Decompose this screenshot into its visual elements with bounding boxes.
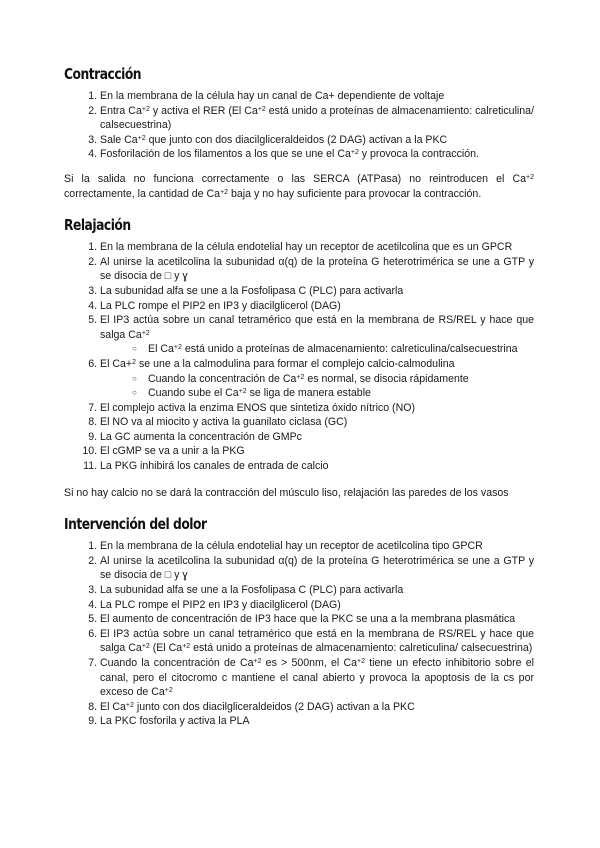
sub-list-item: ○ El $Ca^{+2}$ está unido a proteínas de almacenamiento: calreticulina/calsecuestrina xyxy=(148,342,534,357)
contraccion-list xyxy=(64,89,534,162)
list-item: 6. El Ca+$^2$ se une a la calmodulina para formar el complejo calcio-calmodulina ○ Cuando la concentración de $Ca^{+2}$ es normal, se disocia rápidamente ○ Cuando sube el $Ca^{+2}$ se liga de manera estable xyxy=(100,357,534,401)
list-item: 3. Sale $Ca^{+2}$ que junto con dos diacilgliceraldeidos (2 DAG) activan a la PKC xyxy=(100,133,534,148)
list-item: 9. La GC aumenta la concentración de GMPc xyxy=(100,430,534,445)
list-item: 6. El IP3 actúa sobre un canal tetramérico que está en la membrana de RS/REL y hace que salga $Ca^{+2}$ (El $Ca^{+2}$ está unido a proteínas de almacenamiento: calreticulina/ calsecuestrina) xyxy=(100,627,534,656)
list-item: 1. En la membrana de la célula endotelial hay un receptor de acetilcolina tipo GPCR xyxy=(100,539,534,554)
list-item: 2. Al unirse la acetilcolina la subunidad α(q) de la proteína G heterotrimérica se une a GTP y se disocia de □ y ɣ xyxy=(100,554,534,583)
relajacion-list xyxy=(64,240,534,474)
list-item: 1. En la membrana de la célula endotelial hay un receptor de acetilcolina que es un GPCR xyxy=(100,240,534,255)
list-item: 2. Al unirse la acetilcolina la subunidad α(q) de la proteína G heterotrimérica se une a GTP y se disocia de □ y ɣ xyxy=(100,255,534,284)
contraccion-note: Si la salida no funciona correctamente o las SERCA (ATPasa) no reintroducen el $Ca^{+2}$ correctamente, la cantidad de $Ca^{+2}$ baja y no hay suficiente para provocar la contracción. xyxy=(64,172,534,200)
list-item: 5. El aumento de concentración de IP3 hace que la PKC se una a la membrana plasmática xyxy=(100,612,534,627)
heading-dolor: Intervención del dolor xyxy=(64,515,207,534)
list-item: 1. En la membrana de la célula hay un canal de Ca+ dependiente de voltaje xyxy=(100,89,534,104)
list-item: 3. La subunidad alfa se une a la Fosfolipasa C (PLC) para activarla xyxy=(100,284,534,299)
heading-relajacion: Relajación xyxy=(64,216,131,235)
sub-list xyxy=(100,372,534,401)
list-item: 9. La PKC fosforila y activa la PLA xyxy=(100,714,534,729)
list-item: 4. Fosforilación de los filamentos a los que se une el $Ca^{+2}$ y provoca la contracción. xyxy=(100,147,534,162)
list-item: 10. El cGMP se va a unir a la PKG xyxy=(100,444,534,459)
list-item: 4. La PLC rompe el PIP2 en IP3 y diacilglicerol (DAG) xyxy=(100,598,534,613)
list-item: 11. La PKG inhibirá los canales de entrada de calcio xyxy=(100,459,534,474)
list-item: 5. El IP3 actúa sobre un canal tetramérico que está en la membrana de RS/REL y hace que salga $Ca^{+2}$ ○ El $Ca^{+2}$ está unido a proteínas de almacenamiento: calreticulina/calsecuestrina xyxy=(100,313,534,357)
heading-contraccion: Contracción xyxy=(64,65,142,83)
list-item: 7. Cuando la concentración de $Ca^{+2}$ es > 500nm, el $Ca^{+2}$ tiene un efecto inhibitorio sobre el canal, pero el citocromo c mantiene el canal abierto y provoca la apoptosis de la cs por exceso de $Ca^{+2}$ xyxy=(100,656,534,700)
sub-list-item: ○ Cuando sube el $Ca^{+2}$ se liga de manera estable xyxy=(148,386,534,401)
list-item: 8. El NO va al miocito y activa la guanilato ciclasa (GC) xyxy=(100,415,534,430)
list-item: 4. La PLC rompe el PIP2 en IP3 y diacilglicerol (DAG) xyxy=(100,299,534,314)
list-item: 3. La subunidad alfa se une a la Fosfolipasa C (PLC) para activarla xyxy=(100,583,534,598)
list-item: 2. Entra $Ca^{+2}$ y activa el RER (El $Ca^{+2}$ está unido a proteínas de almacenamiento: calreticulina/ calsecuestrina) xyxy=(100,104,534,133)
list-item: 8. El $Ca^{+2}$ junto con dos diacilgliceraldeidos (2 DAG) activan a la PKC xyxy=(100,700,534,715)
dolor-list xyxy=(64,539,534,729)
list-item: 7. El complejo activa la enzima ENOS que sintetiza óxido nítrico (NO) xyxy=(100,401,534,416)
sub-list-item: ○ Cuando la concentración de $Ca^{+2}$ es normal, se disocia rápidamente xyxy=(148,372,534,387)
relajacion-note: Si no hay calcio no se dará la contracción del músculo liso, relajación las paredes de los vasos xyxy=(64,486,509,499)
sub-list xyxy=(100,342,534,357)
